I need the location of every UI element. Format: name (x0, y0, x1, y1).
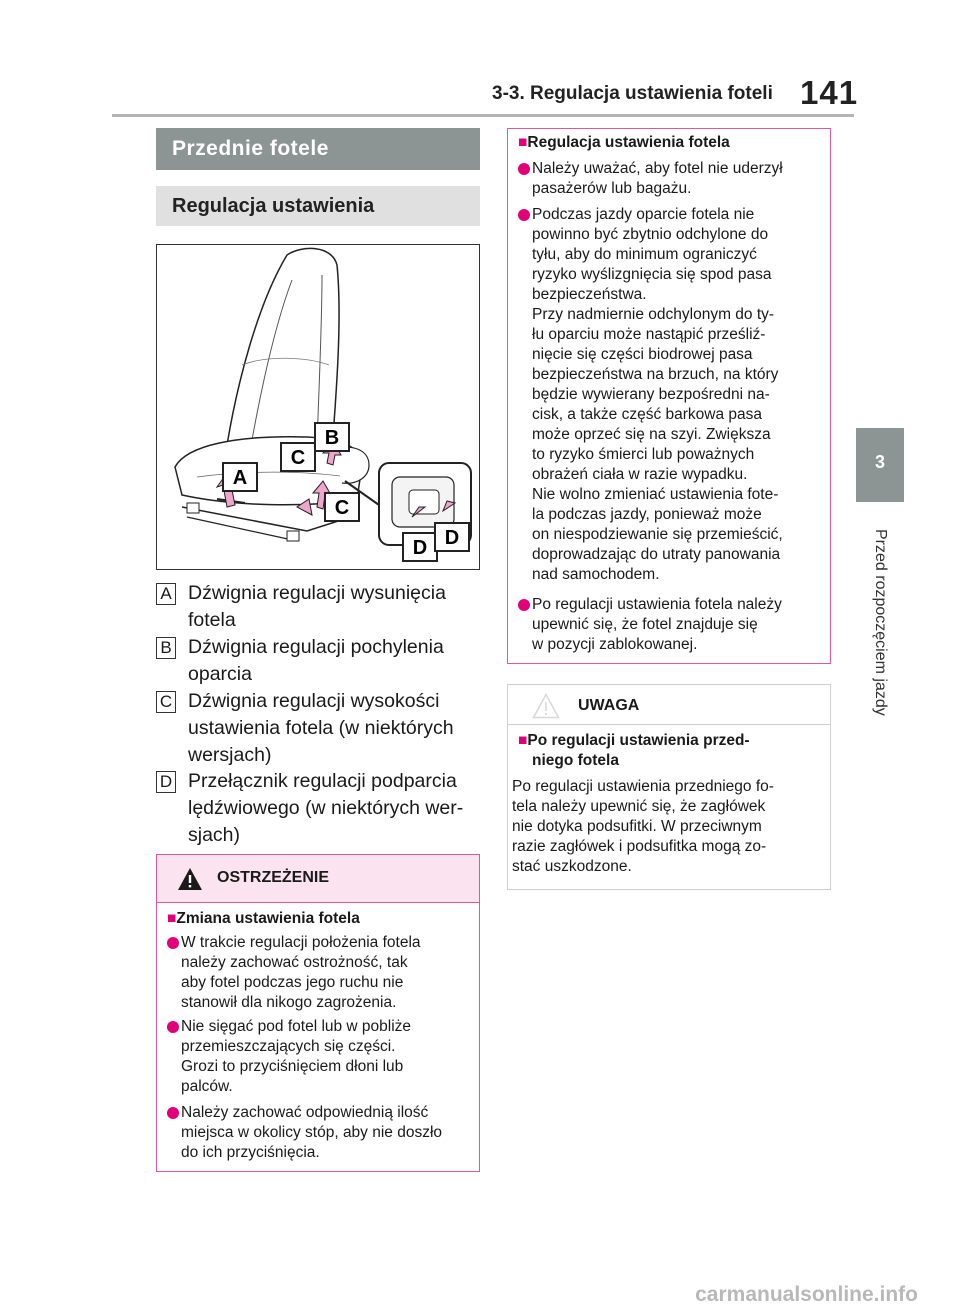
subsection-title: Regulacja ustawienia (172, 195, 375, 217)
bullet-dot-icon (167, 1021, 179, 1033)
notice-heading-line: Po regulacji ustawienia przed- (527, 732, 750, 749)
info-bullet (518, 205, 830, 585)
bullet-dot-icon (518, 163, 530, 175)
legend-line: sjach) (188, 824, 241, 846)
legend-text (188, 768, 480, 849)
legend-key: D (156, 771, 176, 793)
seat-drawing (157, 245, 479, 569)
bullet-dot-icon (167, 1107, 179, 1119)
warning-bullet (167, 933, 477, 1013)
legend-text (188, 634, 480, 688)
header-divider (112, 114, 854, 117)
info-bullet (518, 595, 830, 655)
square-bullet-icon: ■ (518, 732, 528, 749)
chapter-number: 3 (874, 452, 885, 472)
legend-line: wersjach) (188, 744, 272, 766)
info-bullet (518, 159, 830, 199)
bullet-dot-icon (518, 209, 530, 221)
warning-header (157, 855, 479, 903)
bullet-dot-icon (518, 599, 530, 611)
legend-line: fotela (188, 609, 236, 631)
legend-line: Dźwignia regulacji wysokości (188, 690, 440, 712)
info-box (507, 128, 831, 664)
info-bullet-text: Należy uważać, aby fotel nie uderzył pasażerów lub bagażu. (532, 160, 783, 197)
info-bullet-text: Podczas jazdy oparcie fotela nie powinno być zbytnio odchylone do tyłu, aby do minimum ograniczyć ryzyko wyślizgnięcia się spod pasa bezpieczeństwa. Przy nadmiernie odchylonym do ty- łu oparciu może nastąpić prześliź- nięcie się części biodrowej pasa bezpieczeństwa na brzuch, na który będzie wywierany bezpośredni na- cisk, a także część barkowa pasa może oprzeć się na szyi. Zwiększa to ryzyko śmierci lub poważnych obrażeń ciała w razie wypadku. Nie wolno zmieniać ustawienia fote- la podczas jazdy, ponieważ może on niespodziewanie się przemieścić, doprowadzając do utraty panowania nad samochodem. (532, 206, 783, 583)
notice-heading-line: niego fotela (532, 752, 619, 769)
legend-line: lędźwiowego (w niektórych wer- (188, 797, 464, 819)
subsection-title-bar (156, 186, 480, 226)
info-bullet-text: Po regulacji ustawienia fotela należy upewnić się, że fotel znajduje się w pozycji zablokowanej. (532, 596, 782, 653)
section-title: Przednie fotele (172, 137, 329, 160)
warning-heading-text: Zmiana ustawienia fotela (176, 910, 360, 927)
warning-bullet (167, 1017, 477, 1097)
bullet-dot-icon (167, 937, 179, 949)
legend-line: Dźwignia regulacji wysunięcia (188, 582, 446, 604)
legend-line: oparcia (188, 663, 252, 685)
legend-key: B (156, 637, 176, 659)
legend-line: Dźwignia regulacji pochylenia (188, 636, 444, 658)
chapter-label: Przed rozpoczęciem jazdy (872, 529, 889, 716)
square-bullet-icon: ■ (518, 134, 528, 151)
seat-illustration (156, 244, 480, 570)
warning-heading (167, 909, 360, 929)
label-c-lower: C (334, 497, 350, 519)
info-heading (518, 133, 730, 153)
warning-triangle-icon (177, 867, 203, 891)
running-header: 3-3. Regulacja ustawienia foteli (492, 83, 773, 104)
legend-line: ustawienia fotela (w niektórych (188, 717, 454, 739)
warning-box (156, 854, 480, 1172)
warning-bullet-text: Należy zachować odpowiednią ilość miejsca w okolicy stóp, aby nie doszło do ich przyciśnięcia. (181, 1104, 443, 1161)
legend-text (188, 688, 480, 769)
notice-body: Po regulacji ustawienia przedniego fo- tela należy upewnić się, że zagłówek nie dotyka podsufitki. W przeciwnym razie zagłówek i podsufitka mogą zo- stać uszkodzone. (512, 778, 774, 875)
page-number: 141 (800, 74, 859, 111)
legend-key: C (156, 691, 176, 713)
legend-key: A (156, 583, 176, 605)
legend-line: Przełącznik regulacji podparcia (188, 770, 457, 792)
square-bullet-icon: ■ (167, 910, 177, 927)
info-heading-text: Regulacja ustawienia fotela (527, 134, 730, 151)
warning-bullet-text: Nie sięgać pod fotel lub w pobliże przemieszczających się części. Grozi to przyciśnięciem dłoni lub palców. (181, 1018, 412, 1095)
warning-bullet-text: W trakcie regulacji położenia fotela należy zachować ostrożność, tak aby fotel podczas jego ruchu nie stanowił dla nikogo zagrożenia. (181, 934, 421, 1011)
notice-box (507, 684, 831, 890)
section-title-bar (156, 128, 480, 170)
legend-text (188, 580, 480, 634)
label-d-right: D (444, 527, 460, 549)
warning-title: OSTRZEŻENIE (217, 869, 330, 886)
notice-heading (518, 731, 824, 771)
notice-title: UWAGA (578, 697, 640, 714)
caution-triangle-icon (532, 693, 560, 719)
label-b: B (324, 427, 340, 449)
warning-bullet (167, 1103, 477, 1163)
notice-header (508, 685, 830, 725)
label-c-upper: C (290, 447, 306, 469)
watermark: carmanualsonline.info (695, 1283, 918, 1306)
label-d-left: D (412, 537, 428, 559)
chapter-tab (856, 428, 904, 502)
label-a: A (232, 467, 248, 489)
